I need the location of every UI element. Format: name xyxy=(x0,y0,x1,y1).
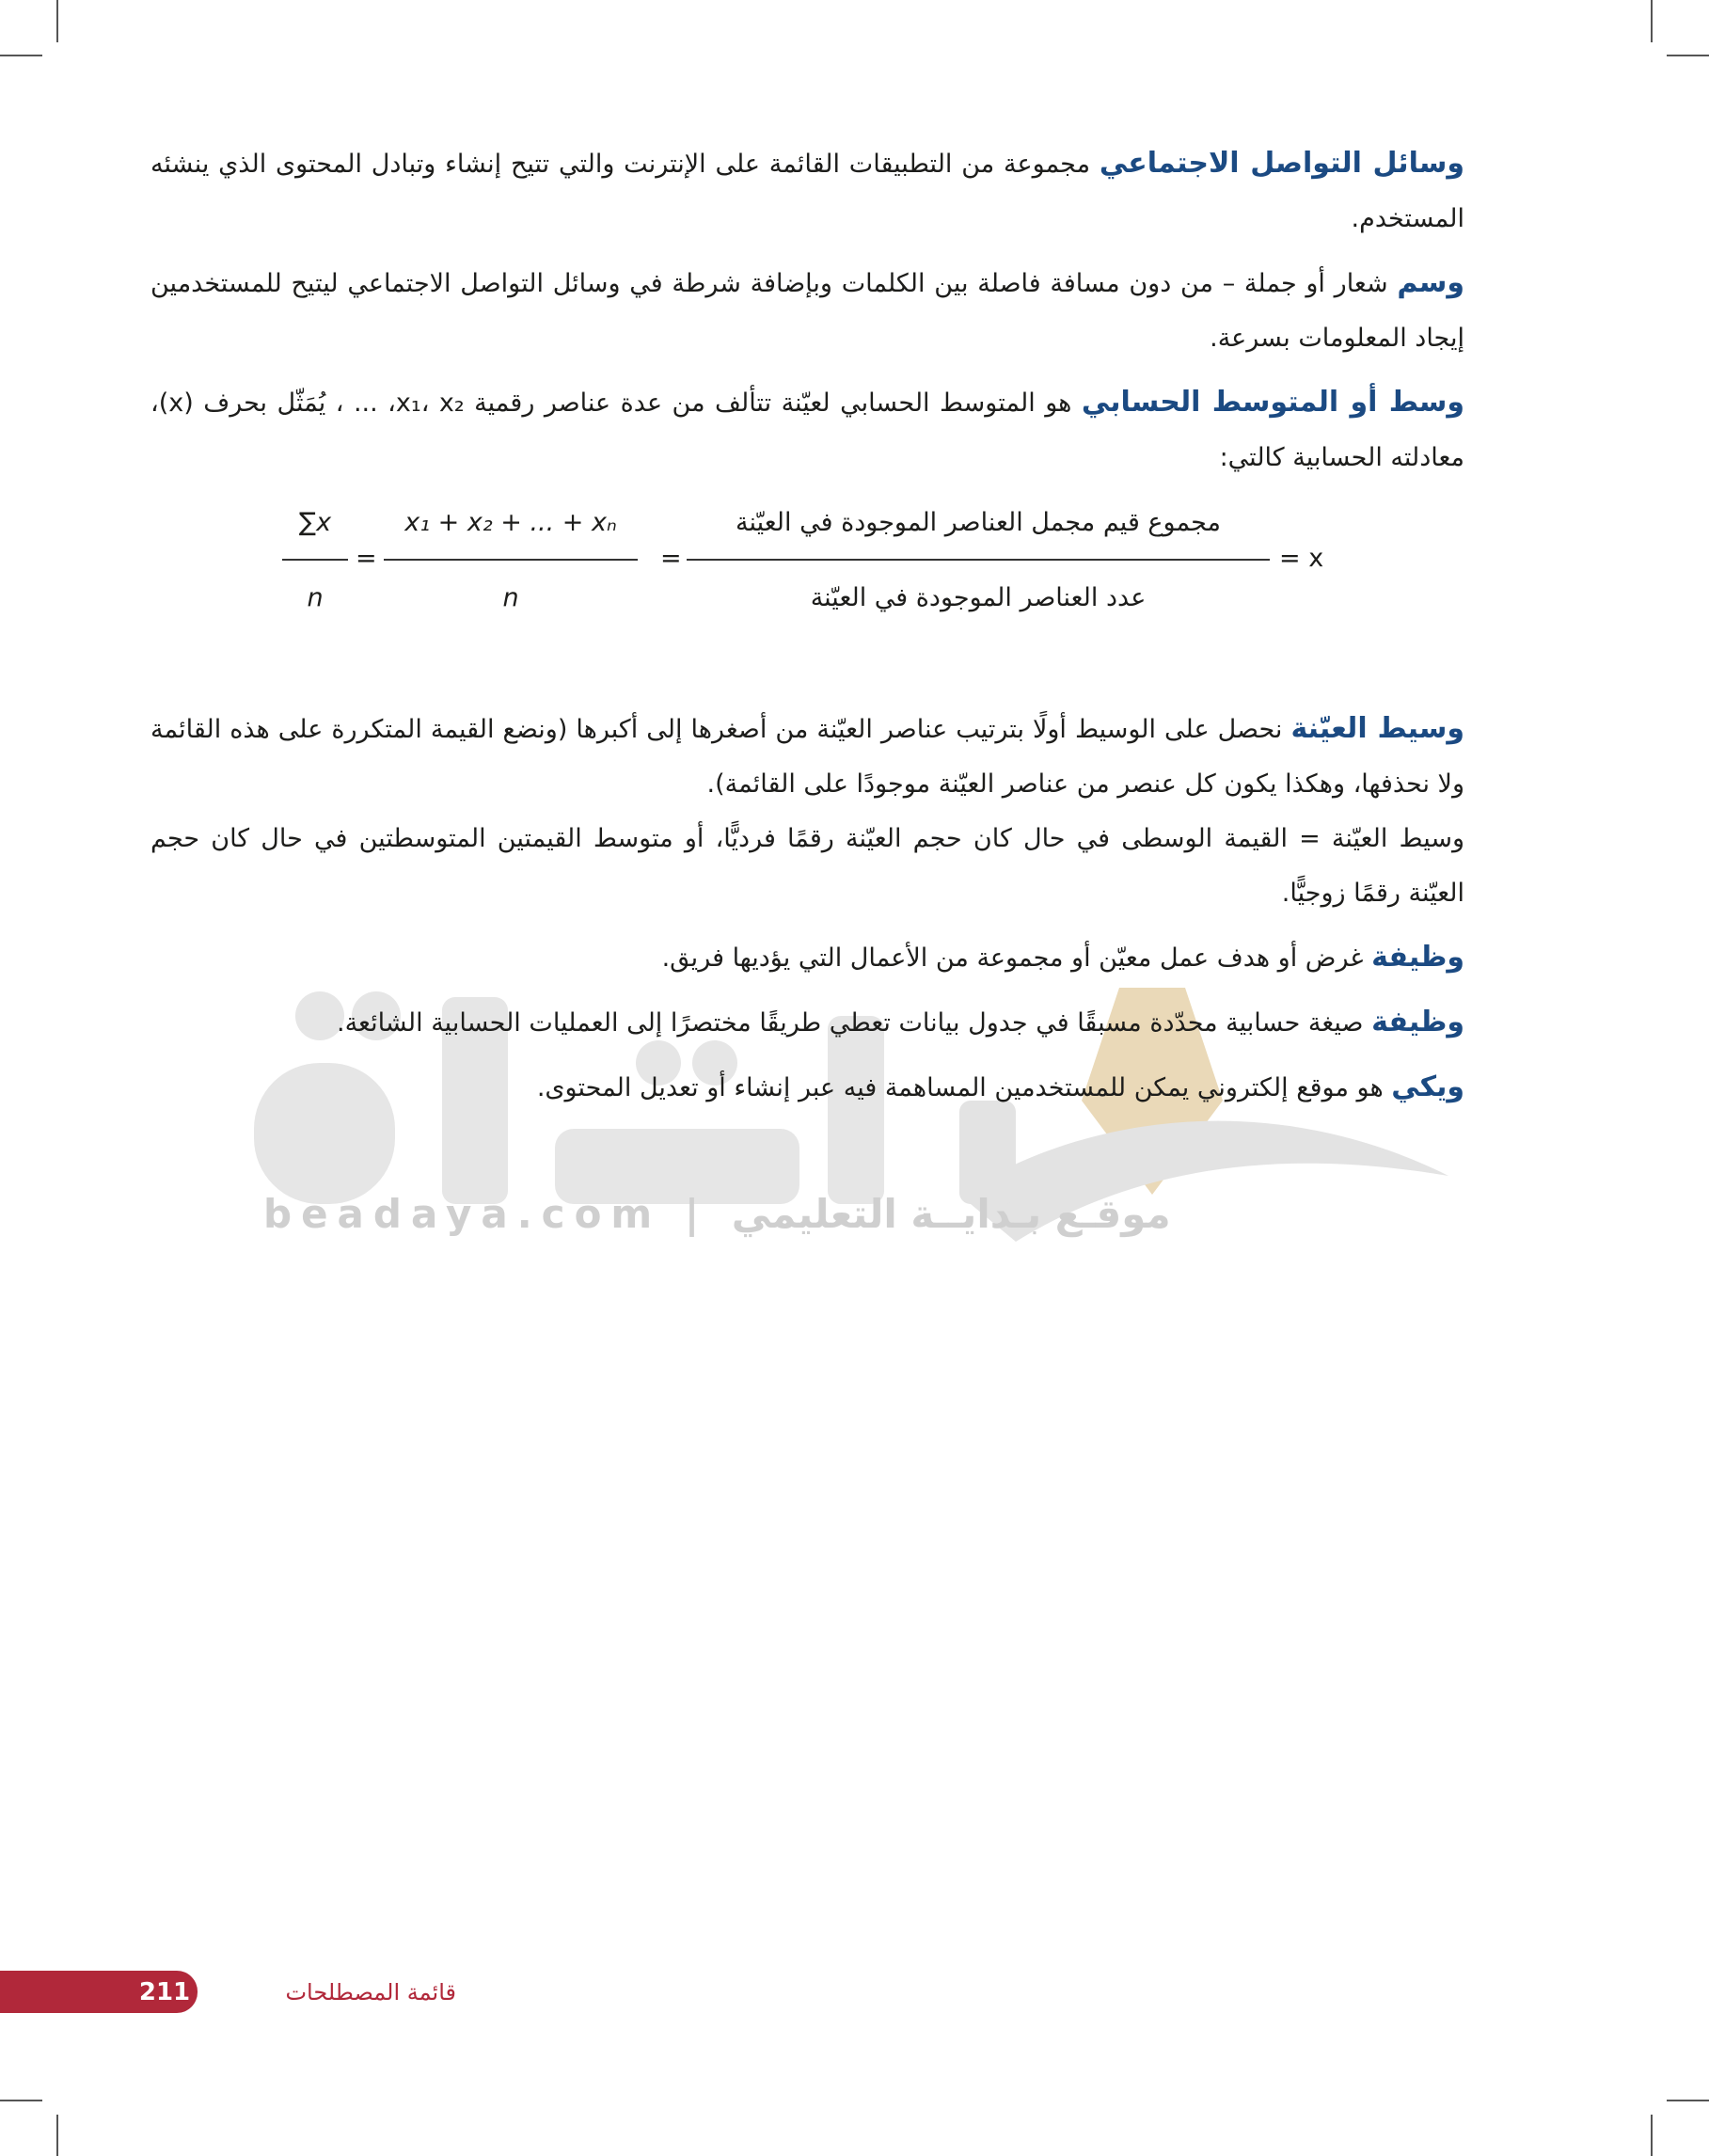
crop-mark xyxy=(1667,2100,1709,2101)
glossary-entry xyxy=(150,702,1464,812)
watermark-text: beadaya.com | موقـع بـدايــة التعليمي xyxy=(263,1191,1171,1237)
formula-fraction-sum xyxy=(282,499,348,630)
glossary-term: وسيط العيّنة xyxy=(1290,712,1465,745)
footer-section-title: قائمة المصطلحات xyxy=(285,1979,456,2005)
glossary-definition: شعار أو جملة – من دون مسافة فاصلة بين الكلمات وبإضافة شرطة في وسائل التواصل الاجتماعي ليتيح للمستخدمين إيجاد المعلومات بسرعة. xyxy=(150,269,1464,353)
formula-numerator: ∑x xyxy=(298,508,332,537)
formula-fraction-terms xyxy=(384,499,638,630)
glossary-definition: نحصل على الوسيط أولًا بترتيب عناصر العيّنة من أصغرها إلى أكبرها (ونضع القيمة المتكررة على هذه القائمة ولا نحذفها، وهكذا يكون كل عنصر من عناصر العيّنة موجودًا على القائمة). xyxy=(150,715,1464,799)
page-number: 211 xyxy=(138,1978,191,2006)
fraction-bar xyxy=(384,559,638,561)
formula-denominator: عدد العناصر الموجودة في العيّنة xyxy=(810,583,1147,612)
glossary-entry xyxy=(150,1060,1464,1116)
glossary-term: وظيفة xyxy=(1371,941,1464,974)
formula-lhs: x = xyxy=(1279,544,1324,573)
glossary-definition-continued: وسيط العيّنة = القيمة الوسطى في حال كان حجم العيّنة رقمًا فرديًّا، أو متوسط القيمتين المتوسطتين في حال كان حجم العيّنة رقمًا زوجيًّا. xyxy=(150,824,1464,908)
equals-sign: = xyxy=(660,544,682,573)
crop-mark xyxy=(1667,55,1709,56)
crop-mark xyxy=(56,2115,58,2156)
glossary-definition: غرض أو هدف عمل معيّن أو مجموعة من الأعمال التي يؤديها فريق. xyxy=(661,943,1372,973)
glossary-content xyxy=(150,136,1464,1125)
glossary-entry xyxy=(150,256,1464,366)
glossary-definition: مجموعة من التطبيقات القائمة على الإنترنت والتي تتيح إنشاء وتبادل المحتوى الذي ينشئه المستخدم. xyxy=(150,150,1464,233)
glossary-term: وسم xyxy=(1397,266,1464,299)
equals-sign: = xyxy=(356,544,377,573)
formula-numerator: x₁ + x₂ + ... + xₙ xyxy=(404,508,617,537)
formula-numerator: مجموع قيم مجمل العناصر الموجودة في العيّنة xyxy=(735,508,1221,537)
formula-denominator: n xyxy=(307,583,324,612)
crop-mark xyxy=(0,2100,42,2101)
glossary-entry xyxy=(150,930,1464,986)
glossary-entry xyxy=(150,136,1464,246)
glossary-definition: هو المتوسط الحسابي لعيّنة تتألف من عدة عناصر رقمية x₁، x₂، ... ، يُمَثّل بحرف (x)، معادلته الحسابية كالتي: xyxy=(150,388,1464,472)
formula-denominator: n xyxy=(502,583,519,612)
glossary-definition: هو موقع إلكتروني يمكن للمستخدمين المساهمة فيه عبر إنشاء أو تعديل المحتوى. xyxy=(536,1073,1392,1102)
fraction-bar xyxy=(282,559,348,561)
glossary-term: وسائل التواصل الاجتماعي xyxy=(1099,147,1464,180)
glossary-entry xyxy=(150,995,1464,1051)
crop-mark xyxy=(1651,0,1653,42)
crop-mark xyxy=(1651,2115,1653,2156)
glossary-entry xyxy=(150,375,1464,485)
fraction-bar xyxy=(687,559,1270,561)
glossary-definition: صيغة حسابية محدّدة مسبقًا في جدول بيانات تعطي طريقًا مختصرًا إلى العمليات الحسابية الشائعة. xyxy=(336,1008,1372,1038)
crop-mark xyxy=(0,55,42,56)
formula-fraction-words xyxy=(687,499,1270,630)
glossary-term: وسط أو المتوسط الحسابي xyxy=(1081,386,1465,419)
glossary-term: وظيفة xyxy=(1371,1006,1464,1038)
glossary-term: ويكي xyxy=(1391,1070,1464,1103)
crop-mark xyxy=(56,0,58,42)
mean-formula xyxy=(273,499,1326,630)
